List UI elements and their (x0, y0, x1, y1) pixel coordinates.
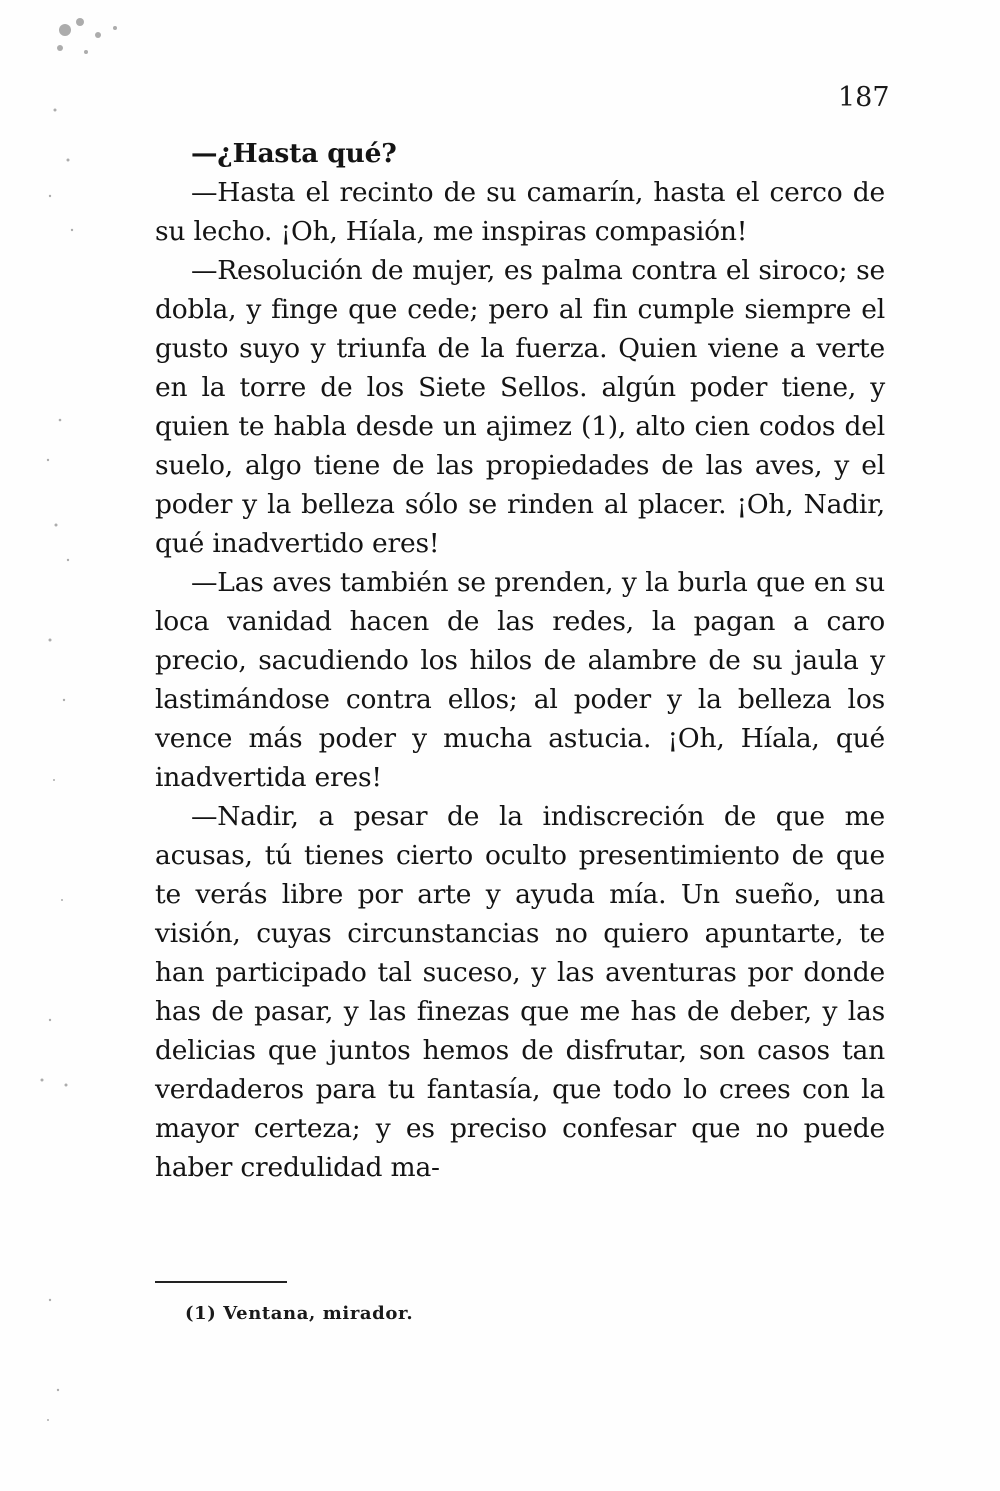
paragraph: —Hasta el recinto de su camarín, hasta el cerco de su lecho. ¡Oh, Híala, me inspiras compasión! (155, 177, 885, 247)
scan-margin-speckles (20, 0, 130, 1491)
body-text (155, 134, 885, 1187)
paragraph: —Las aves también se prenden, y la burla que en su loca vanidad hacen de las redes, la pagan a caro precio, sacudiendo los hilos de alambre de su jaula y lastimándose contra ellos; al poder y la belleza los vence más poder y mucha astucia. ¡Oh, Híala, qué inadvertida eres! (155, 567, 885, 793)
paragraph: —Nadir, a pesar de la indiscreción de que me acusas, tú tienes cierto oculto presentimiento de que te verás libre por arte y ayuda mía. Un sueño, una visión, cuyas circunstancias no quiero apuntarte, te han participado tal suceso, y las aventuras por donde has de pasar, y las finezas que me has de deber, y las delicias que juntos hemos de disfrutar, son casos tan verdaderos para tu fantasía, que todo lo crees con la mayor certeza; y es preciso confesar que no puede haber credulidad ma- (155, 801, 885, 1183)
paragraph: —Resolución de mujer, es palma contra el siroco; se dobla, y finge que cede; pero al fin cumple siempre el gusto suyo y triunfa de la fuerza. Quien viene a verte en la torre de los Siete Sellos. algún poder tiene, y quien te habla desde un ajimez (1), alto cien codos del suelo, algo tiene de las propiedades de las aves, y el poder y la belleza sólo se rinden al placer. ¡Oh, Nadir, qué inadvertido eres! (155, 255, 885, 559)
paragraph: —¿Hasta qué? (191, 138, 397, 169)
page-number: 187 (838, 82, 890, 113)
footnote-divider (155, 1281, 287, 1283)
footnote: (1) Ventana, mirador. (185, 1303, 414, 1324)
